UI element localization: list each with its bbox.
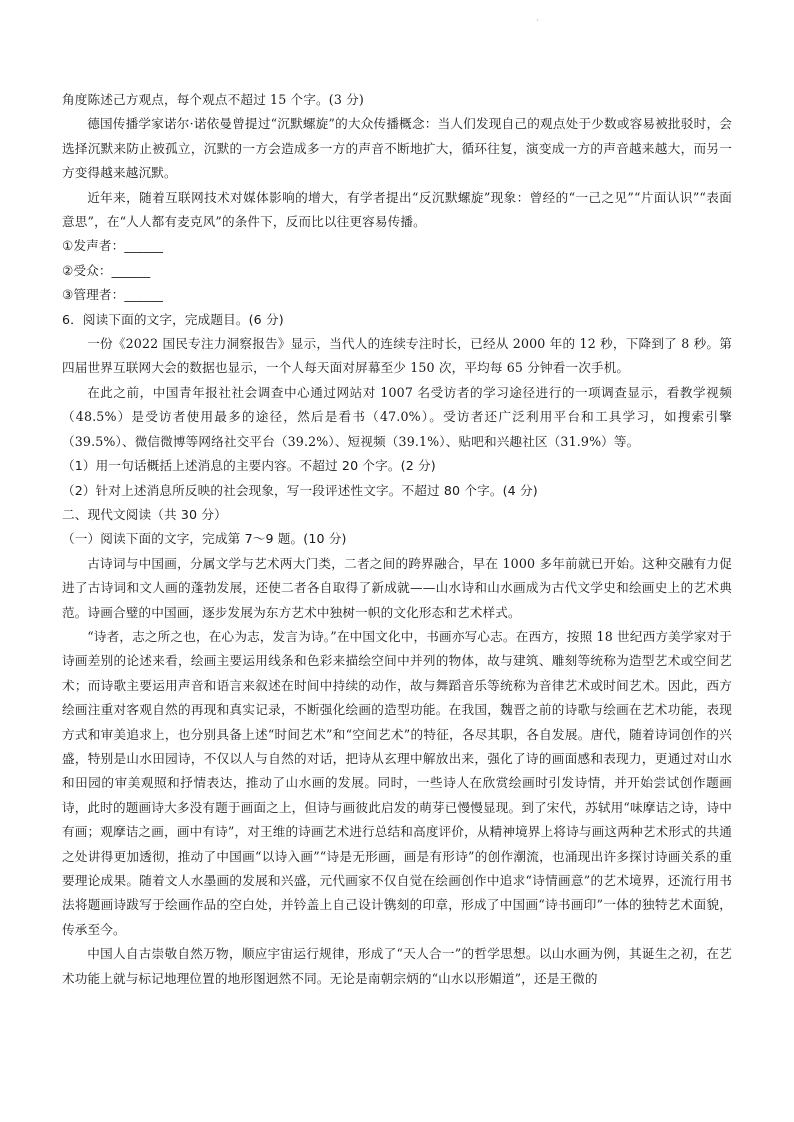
answer-blank-manager[interactable]: ③管理者：______ xyxy=(62,287,164,303)
answer-blank-audience[interactable]: ②受众：______ xyxy=(62,262,151,278)
paragraph-silence-spiral: 德国传播学家诺尔·诺依曼曾提过“沉默螺旋”的大众传播概念：当人们发现自己的观点处于少数或容易被批驳时，会选择沉默来防止被孤立，沉默的一方会造成多一方的声音不断地扩大，循环往复，演变成一方的声音越来越大，而另一方变得越来越沉默。 xyxy=(62,116,732,181)
question-6-1: （1）用一句话概括上述消息的主要内容。不超过 20 个字。(2 分) xyxy=(62,458,436,474)
paragraph-poem-theory: “诗者，志之所之也，在心为志，发言为诗。”在中国文化中，书画亦写心志。在西方，按照 18 世纪西方美学家对于诗画差别的论述来看，绘画主要运用线条和色彩来描绘空间中并列的物体，故与建筑、雕刻等统称为造型艺术或空间艺术；而诗歌主要运用声音和语言来叙述在时间中持续的动作，故与舞蹈音乐等统称为音律艺术或时间艺术。因此，西方绘画注重对客观自然的再现和真实记录，不断强化绘画的造型功能。在我国，魏晋之前的诗歌与绘画在艺术功能，表现方式和审美追求上，也分别具备上述“时间艺术”和“空间艺术”的特征，各尽其职，各自发展。唐代，随着诗词创作的兴盛，特别是山水田园诗，不仅以人与自然的对话，把诗从玄理中解放出来，强化了诗的画面感和表现力，更通过对山水和田园的审美观照和抒情表达，推动了山水画的发展。同时，一些诗人在欣赏绘画时引发诗情，并开始尝试创作题画诗，此时的题画诗大多没有题于画面之上，但诗与画彼此启发的萌芽已慢慢显现。到了宋代，苏轼用“味摩诘之诗，诗中有画；观摩诘之画，画中有诗”，对王维的诗画艺术进行总结和高度评价，从精神境界上将诗与画这两种艺术形式的共通之处讲得更加透彻，推动了中国画“以诗入画”“诗是无形画，画是有形诗”的创作潮流，也涌现出许多探讨诗画关系的重要理论成果。随着文人水墨画的发展和兴盛，元代画家不仅自觉在绘画创作中追求“诗情画意”的艺术境界，还流行用书法将题画诗跋写于绘画作品的空白处，并钤盖上自己设计镌刻的印章，形成了中国画“诗书画印”一体的独特艺术面貌，传承至今。 xyxy=(62,628,732,937)
paragraph-nature: 中国人自古崇敬自然万物，顺应宇宙运行规律，形成了“天人合一”的哲学思想。以山水画为例，其诞生之初，在艺术功能上就与标记地理位置的地形图迥然不同。无论是南朝宗炳的“山水以形媚道”，还是王微的 xyxy=(62,946,732,986)
question-tail: 角度陈述己方观点，每个观点不超过 15 个字。(3 分) xyxy=(62,92,364,107)
answer-blank-speaker[interactable]: ①发声者：______ xyxy=(62,238,164,254)
question-6-2: （2）针对上述消息所反映的社会现象，写一段评述性文字。不超过 80 个字。(4 分) xyxy=(62,482,538,498)
paragraph-report: 一份《2022 国民专注力洞察报告》显示，当代人的连续专注时长，已经从 2000 年的 12 秒，下降到了 8 秒。第四届世界互联网大会的数据也显示，一个人每天面对屏幕至少 150 次，平均每 65 分钟看一次手机。 xyxy=(62,336,732,376)
paragraph-survey: 在此之前，中国青年报社社会调查中心通过网站对 1007 名受访者的学习途径进行的一项调查显示，看教学视频（48.5%）是受访者使用最多的途径，然后是看书（47.0%）。受访者还广泛利用平台和工具学习，如搜索引擎（39.5%）、微信微博等网络社交平台（39.2%）、短视频（39.1%）、贴吧和兴趣社区（31.9%）等。 xyxy=(62,384,732,449)
section-2-heading: 二、现代文阅读（共 30 分） xyxy=(62,506,227,522)
page-content xyxy=(62,88,732,991)
section-2-1-heading: （一）阅读下面的文字，完成第 7～9 题。(10 分) xyxy=(62,531,347,547)
question-6-heading: 6．阅读下面的文字，完成题目。(6 分) xyxy=(62,311,284,327)
paragraph-anti-silence: 近年来，随着互联网技术对媒体影响的增大，有学者提出“反沉默螺旋”现象：曾经的“一己之见”“片面认识”“表面意思”，在“人人都有麦克风”的条件下，反而比以往更容易传播。 xyxy=(62,189,732,230)
top-mark: · xyxy=(536,16,539,25)
paragraph-poetry-painting: 古诗词与中国画，分属文学与艺术两大门类，二者之间的跨界融合，早在 1000 多年前就已开始。这种交融有力促进了古诗词和文人画的蓬勃发展，还使二者各自取得了新成就——山水诗和山水画成为古代文学史和绘画史上的艺术典范。诗画合璧的中国画，逐步发展为东方艺术中独树一帜的文化形态和艺术样式。 xyxy=(62,555,732,620)
